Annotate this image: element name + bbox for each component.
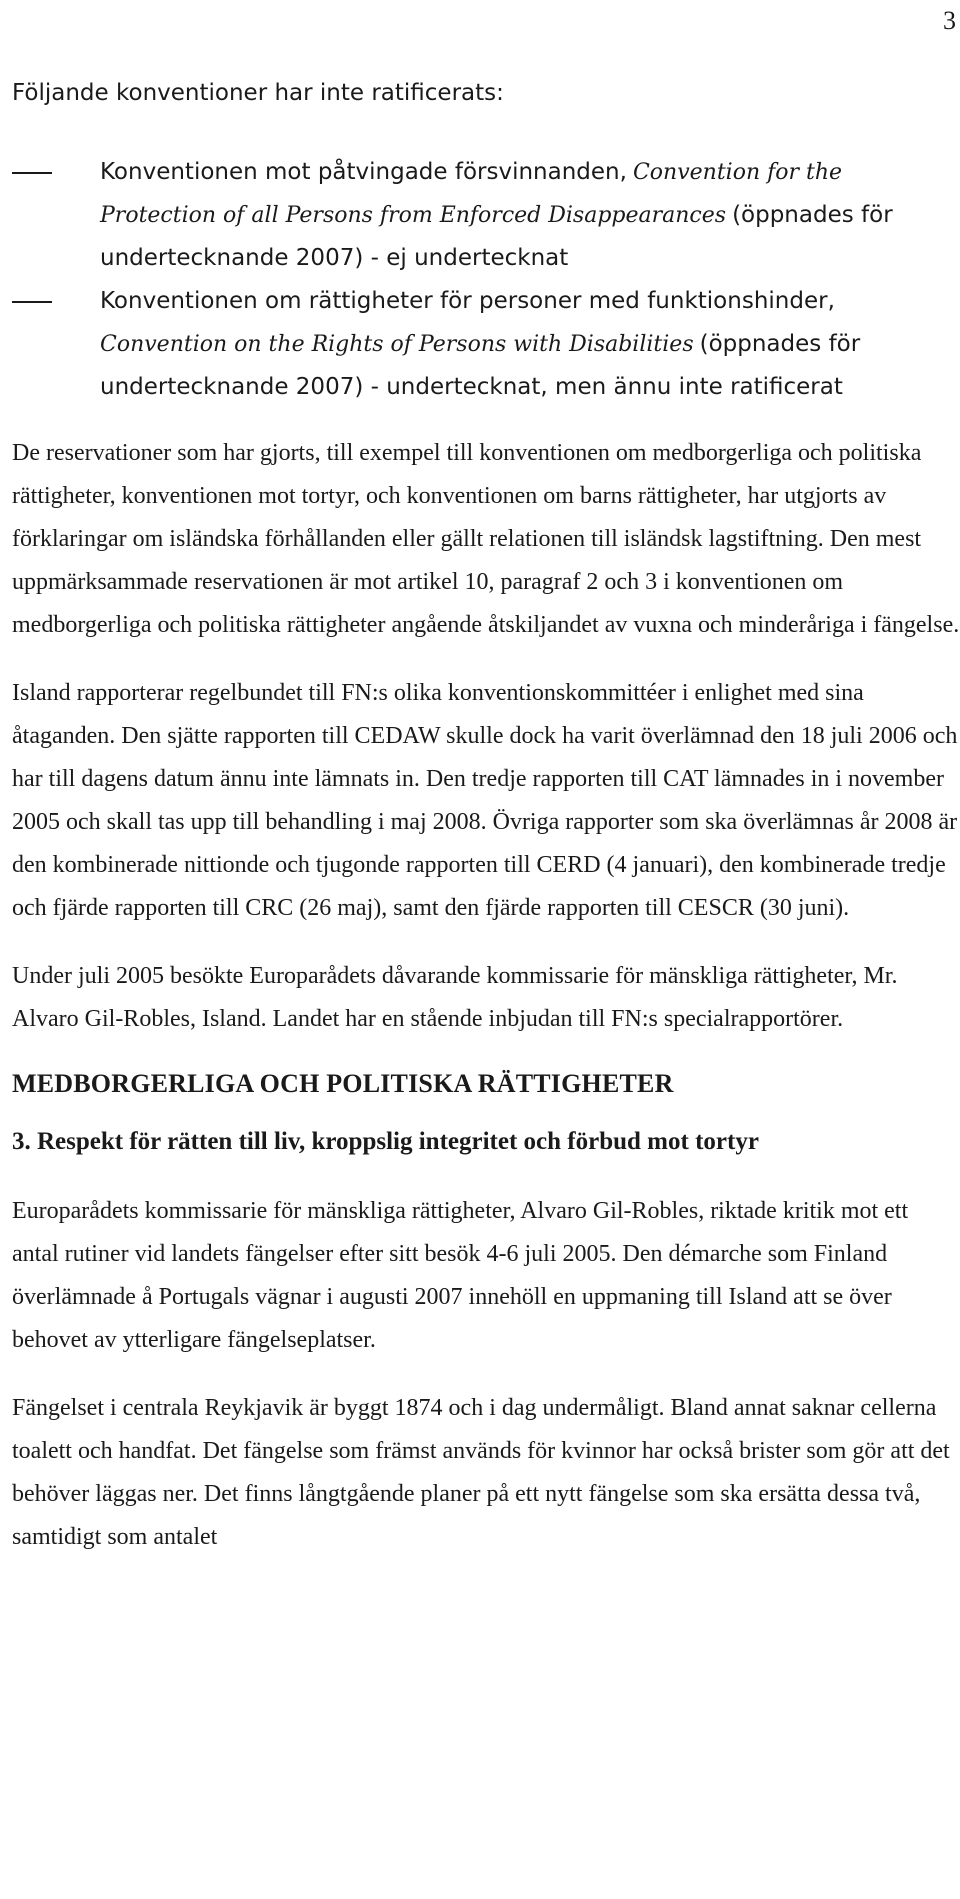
convention-lead: Konventionen mot påtvingade försvinnanden, [100, 159, 627, 185]
convention-tail: (öppnades för undertecknande 2007) - ej undertecknat [100, 202, 893, 271]
convention-item-disappearances [12, 151, 960, 280]
document-body [12, 72, 960, 1584]
dash-bullet-icon [12, 301, 52, 303]
paragraph-visit: Under juli 2005 besökte Europarådets dåvarande kommissarie för mänskliga rättigheter, Mr. Alvaro Gil-Robles, Island. Landet har en stående inbjudan till FN:s specialrapportörer. [12, 963, 898, 1032]
sub-heading: 3. Respekt för rätten till liv, kroppslig integritet och förbud mot tortyr [12, 1128, 759, 1155]
paragraph-prison: Fängelset i centrala Reykjavik är byggt 1874 och i dag undermåligt. Bland annat saknar cellerna toalett och handfat. Det fängelse som främst används för kvinnor har också brister som gör att det behöver läggas ner. Det finns långtgående planer på ett nytt fängelse som ska ersätta dessa två, samtidigt som antalet [12, 1395, 950, 1550]
convention-list [12, 151, 960, 409]
paragraph-reservations: De reservationer som har gjorts, till exempel till konventionen om medborgerliga och politiska rättigheter, konventionen mot tortyr, och konventionen om barns rättigheter, har utgjorts av förklaringar om isländska förhållanden eller gällt relationen till isländsk lagstiftning. Den mest uppmärksammade reservationen är mot artikel 10, paragraf 2 och 3 i konventionen om medborgerliga och politiska rättigheter angående åtskiljandet av vuxna och minderåriga i fängelse. [12, 440, 960, 638]
convention-lead: Konventionen om rättigheter för personer med funktionshinder, [100, 288, 835, 314]
paragraph-criticism: Europarådets kommissarie för mänskliga rättigheter, Alvaro Gil-Robles, riktade kritik mot ett antal rutiner vid landets fängelser efter sitt besök 4-6 juli 2005. Den démarche som Finland överlämnade å Portugals vägnar i augusti 2007 innehöll en uppmaning till Island att se över behovet av ytterligare fängelseplatser. [12, 1198, 909, 1353]
convention-tail: (öppnades för undertecknande 2007) - undertecknat, men ännu inte ratificerat [100, 331, 861, 400]
page-number: 3 [943, 6, 956, 35]
paragraph-reporting: Island rapporterar regelbundet till FN:s olika konventionskommittéer i enlighet med sina åtaganden. Den sjätte rapporten till CEDAW skulle dock ha varit överlämnad den 18 juli 2006 och har till dagens datum ännu inte lämnats in. Den tredje rapporten till CAT lämnades in i november 2005 och skall tas upp till behandling i maj 2008. Övriga rapporter som ska överlämnas år 2008 är den kombinerade nittionde och tjugonde rapporten till CERD (4 januari), den kombinerade tredje och fjärde rapporten till CRC (26 maj), samt den fjärde rapporten till CESCR (30 juni). [12, 680, 958, 921]
convention-title: Convention for the Protection of all Persons from Enforced Disappearances [100, 160, 843, 228]
convention-title: Convention on the Rights of Persons with Disabilities [100, 332, 694, 357]
dash-bullet-icon [12, 172, 52, 174]
intro-label: Följande konventioner har inte ratificerats: [12, 80, 504, 106]
section-heading: MEDBORGERLIGA OCH POLITISKA RÄTTIGHETER [12, 1069, 674, 1098]
intro-text [12, 72, 960, 115]
convention-item-disabilities [12, 280, 960, 409]
